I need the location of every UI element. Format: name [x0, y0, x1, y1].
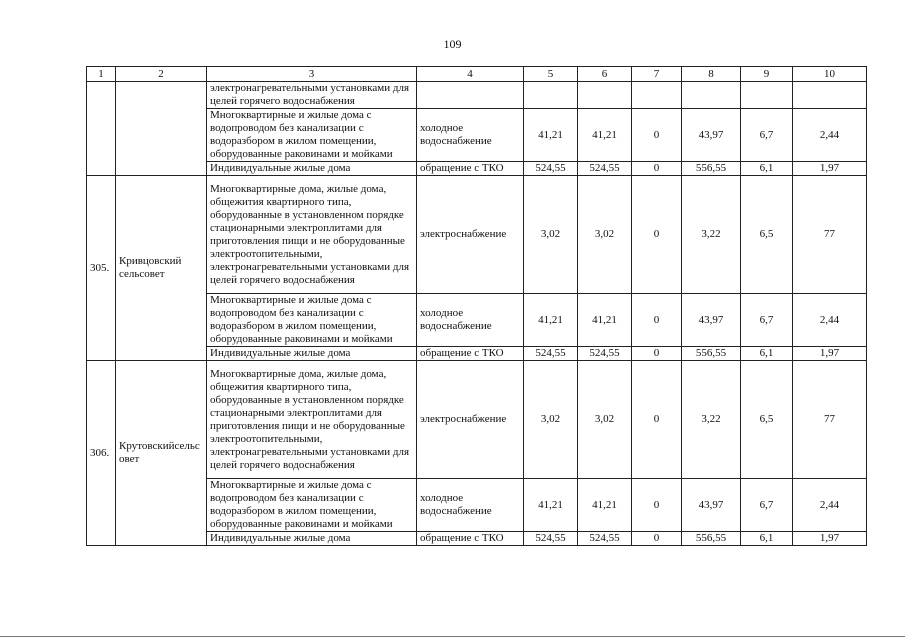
value-cell: 43,97 [682, 479, 741, 532]
value-cell: 1,97 [793, 162, 867, 176]
service-cell [417, 82, 524, 109]
service-cell: электроснабжение [417, 361, 524, 479]
value-cell: 0 [632, 162, 682, 176]
settlement-name: Крутовскийсельсовет [116, 361, 207, 546]
value-cell [793, 82, 867, 109]
value-cell [682, 82, 741, 109]
value-cell: 6,7 [741, 479, 793, 532]
value-cell: 41,21 [524, 109, 578, 162]
value-cell: 41,21 [578, 294, 632, 347]
value-cell: 0 [632, 294, 682, 347]
value-cell: 6,5 [741, 176, 793, 294]
column-header: 8 [682, 67, 741, 82]
value-cell: 2,44 [793, 294, 867, 347]
value-cell: 6,7 [741, 109, 793, 162]
value-cell: 41,21 [524, 294, 578, 347]
value-cell: 0 [632, 347, 682, 361]
service-cell: обращение с ТКО [417, 347, 524, 361]
column-header: 3 [207, 67, 417, 82]
column-header: 1 [87, 67, 116, 82]
column-header: 10 [793, 67, 867, 82]
value-cell: 3,22 [682, 176, 741, 294]
value-cell: 2,44 [793, 479, 867, 532]
value-cell: 43,97 [682, 109, 741, 162]
value-cell: 524,55 [578, 532, 632, 546]
column-header: 7 [632, 67, 682, 82]
table-row [87, 361, 867, 479]
value-cell [524, 82, 578, 109]
value-cell: 556,55 [682, 532, 741, 546]
value-cell: 6,5 [741, 361, 793, 479]
service-cell: электроснабжение [417, 176, 524, 294]
value-cell: 41,21 [578, 479, 632, 532]
value-cell: 524,55 [524, 162, 578, 176]
value-cell: 6,1 [741, 347, 793, 361]
service-cell: холодное водоснабжение [417, 479, 524, 532]
value-cell: 0 [632, 532, 682, 546]
service-cell: холодное водоснабжение [417, 109, 524, 162]
settlement-number: 306. [87, 361, 116, 546]
settlement-name [116, 82, 207, 176]
value-cell: 3,02 [578, 176, 632, 294]
service-cell: обращение с ТКО [417, 532, 524, 546]
category-cell: электронагревательными установками для целей горячего водоснабжения [207, 82, 417, 109]
value-cell: 2,44 [793, 109, 867, 162]
column-header: 9 [741, 67, 793, 82]
service-cell: холодное водоснабжение [417, 294, 524, 347]
category-cell: Многоквартирные и жилые дома с водопроводом без канализации с водоразбором в жилом помещении, оборудованные раковинами и мойками [207, 109, 417, 162]
value-cell: 0 [632, 176, 682, 294]
value-cell [632, 82, 682, 109]
value-cell: 77 [793, 176, 867, 294]
value-cell: 3,02 [578, 361, 632, 479]
value-cell: 524,55 [578, 347, 632, 361]
value-cell: 6,7 [741, 294, 793, 347]
header-row [87, 67, 867, 82]
category-cell: Индивидуальные жилые дома [207, 347, 417, 361]
column-header: 6 [578, 67, 632, 82]
category-cell: Индивидуальные жилые дома [207, 162, 417, 176]
value-cell: 6,1 [741, 532, 793, 546]
value-cell: 3,02 [524, 361, 578, 479]
page-number: 109 [443, 37, 462, 51]
category-cell: Индивидуальные жилые дома [207, 532, 417, 546]
column-header: 2 [116, 67, 207, 82]
value-cell: 524,55 [524, 347, 578, 361]
category-cell: Многоквартирные дома, жилые дома, общежития квартирного типа, оборудованные в установленном порядке стационарными электроплитами для приготовления пищи и не оборудованные электроотопительными, электронагревательными установками для целей горячего водоснабжения [207, 176, 417, 294]
value-cell: 6,1 [741, 162, 793, 176]
category-cell: Многоквартирные и жилые дома с водопроводом без канализации с водоразбором в жилом помещении, оборудованные раковинами и мойками [207, 479, 417, 532]
table-row [87, 82, 867, 109]
value-cell: 0 [632, 109, 682, 162]
value-cell: 556,55 [682, 347, 741, 361]
category-cell: Многоквартирные и жилые дома с водопроводом без канализации с водоразбором в жилом помещении, оборудованные раковинами и мойками [207, 294, 417, 347]
value-cell: 77 [793, 361, 867, 479]
value-cell [578, 82, 632, 109]
tariff-table [86, 66, 867, 546]
settlement-number [87, 82, 116, 176]
settlement-name: Кривцовский сельсовет [116, 176, 207, 361]
value-cell: 43,97 [682, 294, 741, 347]
table-row [87, 176, 867, 294]
category-cell: Многоквартирные дома, жилые дома, общежития квартирного типа, оборудованные в установленном порядке стационарными электроплитами для приготовления пищи и не оборудованные электроотопительными, электронагревательными установками для целей горячего водоснабжения [207, 361, 417, 479]
value-cell: 3,22 [682, 361, 741, 479]
column-header: 5 [524, 67, 578, 82]
value-cell: 524,55 [578, 162, 632, 176]
value-cell: 524,55 [524, 532, 578, 546]
settlement-number: 305. [87, 176, 116, 361]
value-cell: 1,97 [793, 347, 867, 361]
service-cell: обращение с ТКО [417, 162, 524, 176]
page-bottom-edge [0, 636, 905, 637]
column-header: 4 [417, 67, 524, 82]
value-cell: 1,97 [793, 532, 867, 546]
value-cell [741, 82, 793, 109]
value-cell: 41,21 [578, 109, 632, 162]
value-cell: 3,02 [524, 176, 578, 294]
value-cell: 41,21 [524, 479, 578, 532]
value-cell: 0 [632, 361, 682, 479]
value-cell: 0 [632, 479, 682, 532]
value-cell: 556,55 [682, 162, 741, 176]
